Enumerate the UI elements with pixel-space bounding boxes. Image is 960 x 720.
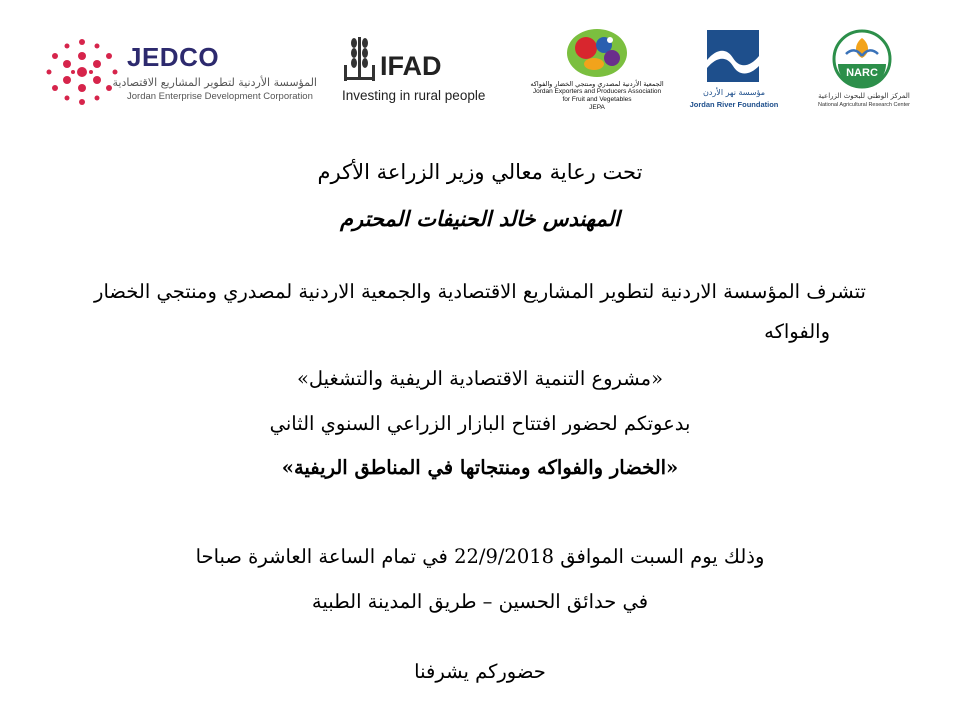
jrf-english-name: Jordan River Foundation: [689, 100, 779, 109]
hosts-line-1: تتشرف المؤسسة الاردنية لتطوير المشاريع الاقتصادية والجمعية الاردنية لمصدري ومنتجي الخضار: [94, 280, 866, 303]
invitation-line: بدعوتكم لحضور افتتاح البازار الزراعي السنوي الثاني: [269, 412, 691, 435]
ifad-tagline: Investing in rural people: [342, 88, 486, 103]
narc-badge: NARC: [846, 67, 878, 79]
jedco-name: JEDCO: [127, 42, 220, 72]
bazaar-name: «الخضار والفواكه ومنتجاتها في المناطق الريفية»: [281, 456, 679, 479]
wheat-icon: [340, 33, 380, 83]
ifad-logo: [340, 33, 520, 105]
jedco-english-name: Jordan Enterprise Development Corporation: [127, 91, 313, 102]
narc-logo: [818, 28, 910, 108]
date-time-line: وذلك يوم السبت الموافق 22/9/2018 في تمام الساعة العاشرة صباحا: [195, 545, 765, 568]
jepa-logo: [522, 28, 672, 123]
jepa-caption: [522, 80, 672, 112]
narc-english-name: National Agricultural Research Center: [818, 102, 911, 108]
fruit-vegetables-icon: [566, 28, 628, 78]
jedco-arabic-name: المؤسسة الأردنية لتطوير المشاريع الاقتصادية: [112, 76, 317, 89]
partner-logos: [0, 0, 960, 130]
minister-name: المهندس خالد الحنيفات المحترم: [340, 206, 620, 231]
jedco-logo: [45, 36, 320, 108]
river-wave-icon: [707, 30, 759, 82]
jrf-arabic-name: مؤسسة نهر الأردن: [702, 88, 766, 97]
jepa-arabic-name: الجمعية الأردنية لمصدري ومنتجي الخضار والفواكه: [530, 80, 664, 88]
narc-emblem-icon: [832, 28, 892, 90]
patronage-line: تحت رعاية معالي وزير الزراعة الأكرم: [317, 160, 643, 184]
jepa-english-line-1: Jordan Exporters and Producers Association: [532, 88, 662, 95]
closing-line: حضوركم يشرفنا: [414, 660, 546, 683]
jordan-river-foundation-logo: [688, 30, 780, 110]
jedco-star-icon: [45, 36, 120, 108]
ifad-name: IFAD: [380, 51, 442, 81]
jepa-abbreviation: JEPA: [589, 104, 605, 111]
location-line: في حدائق الحسين – طريق المدينة الطبية: [311, 590, 649, 613]
hosts-line-2: والفواكه: [764, 320, 830, 343]
jepa-english-line-2: for Fruit and Vegetables: [562, 96, 632, 103]
narc-arabic-name: المركز الوطني للبحوث الزراعية: [818, 92, 910, 100]
project-name: «مشروع التنمية الاقتصادية الريفية والتشغيل»: [296, 367, 664, 390]
